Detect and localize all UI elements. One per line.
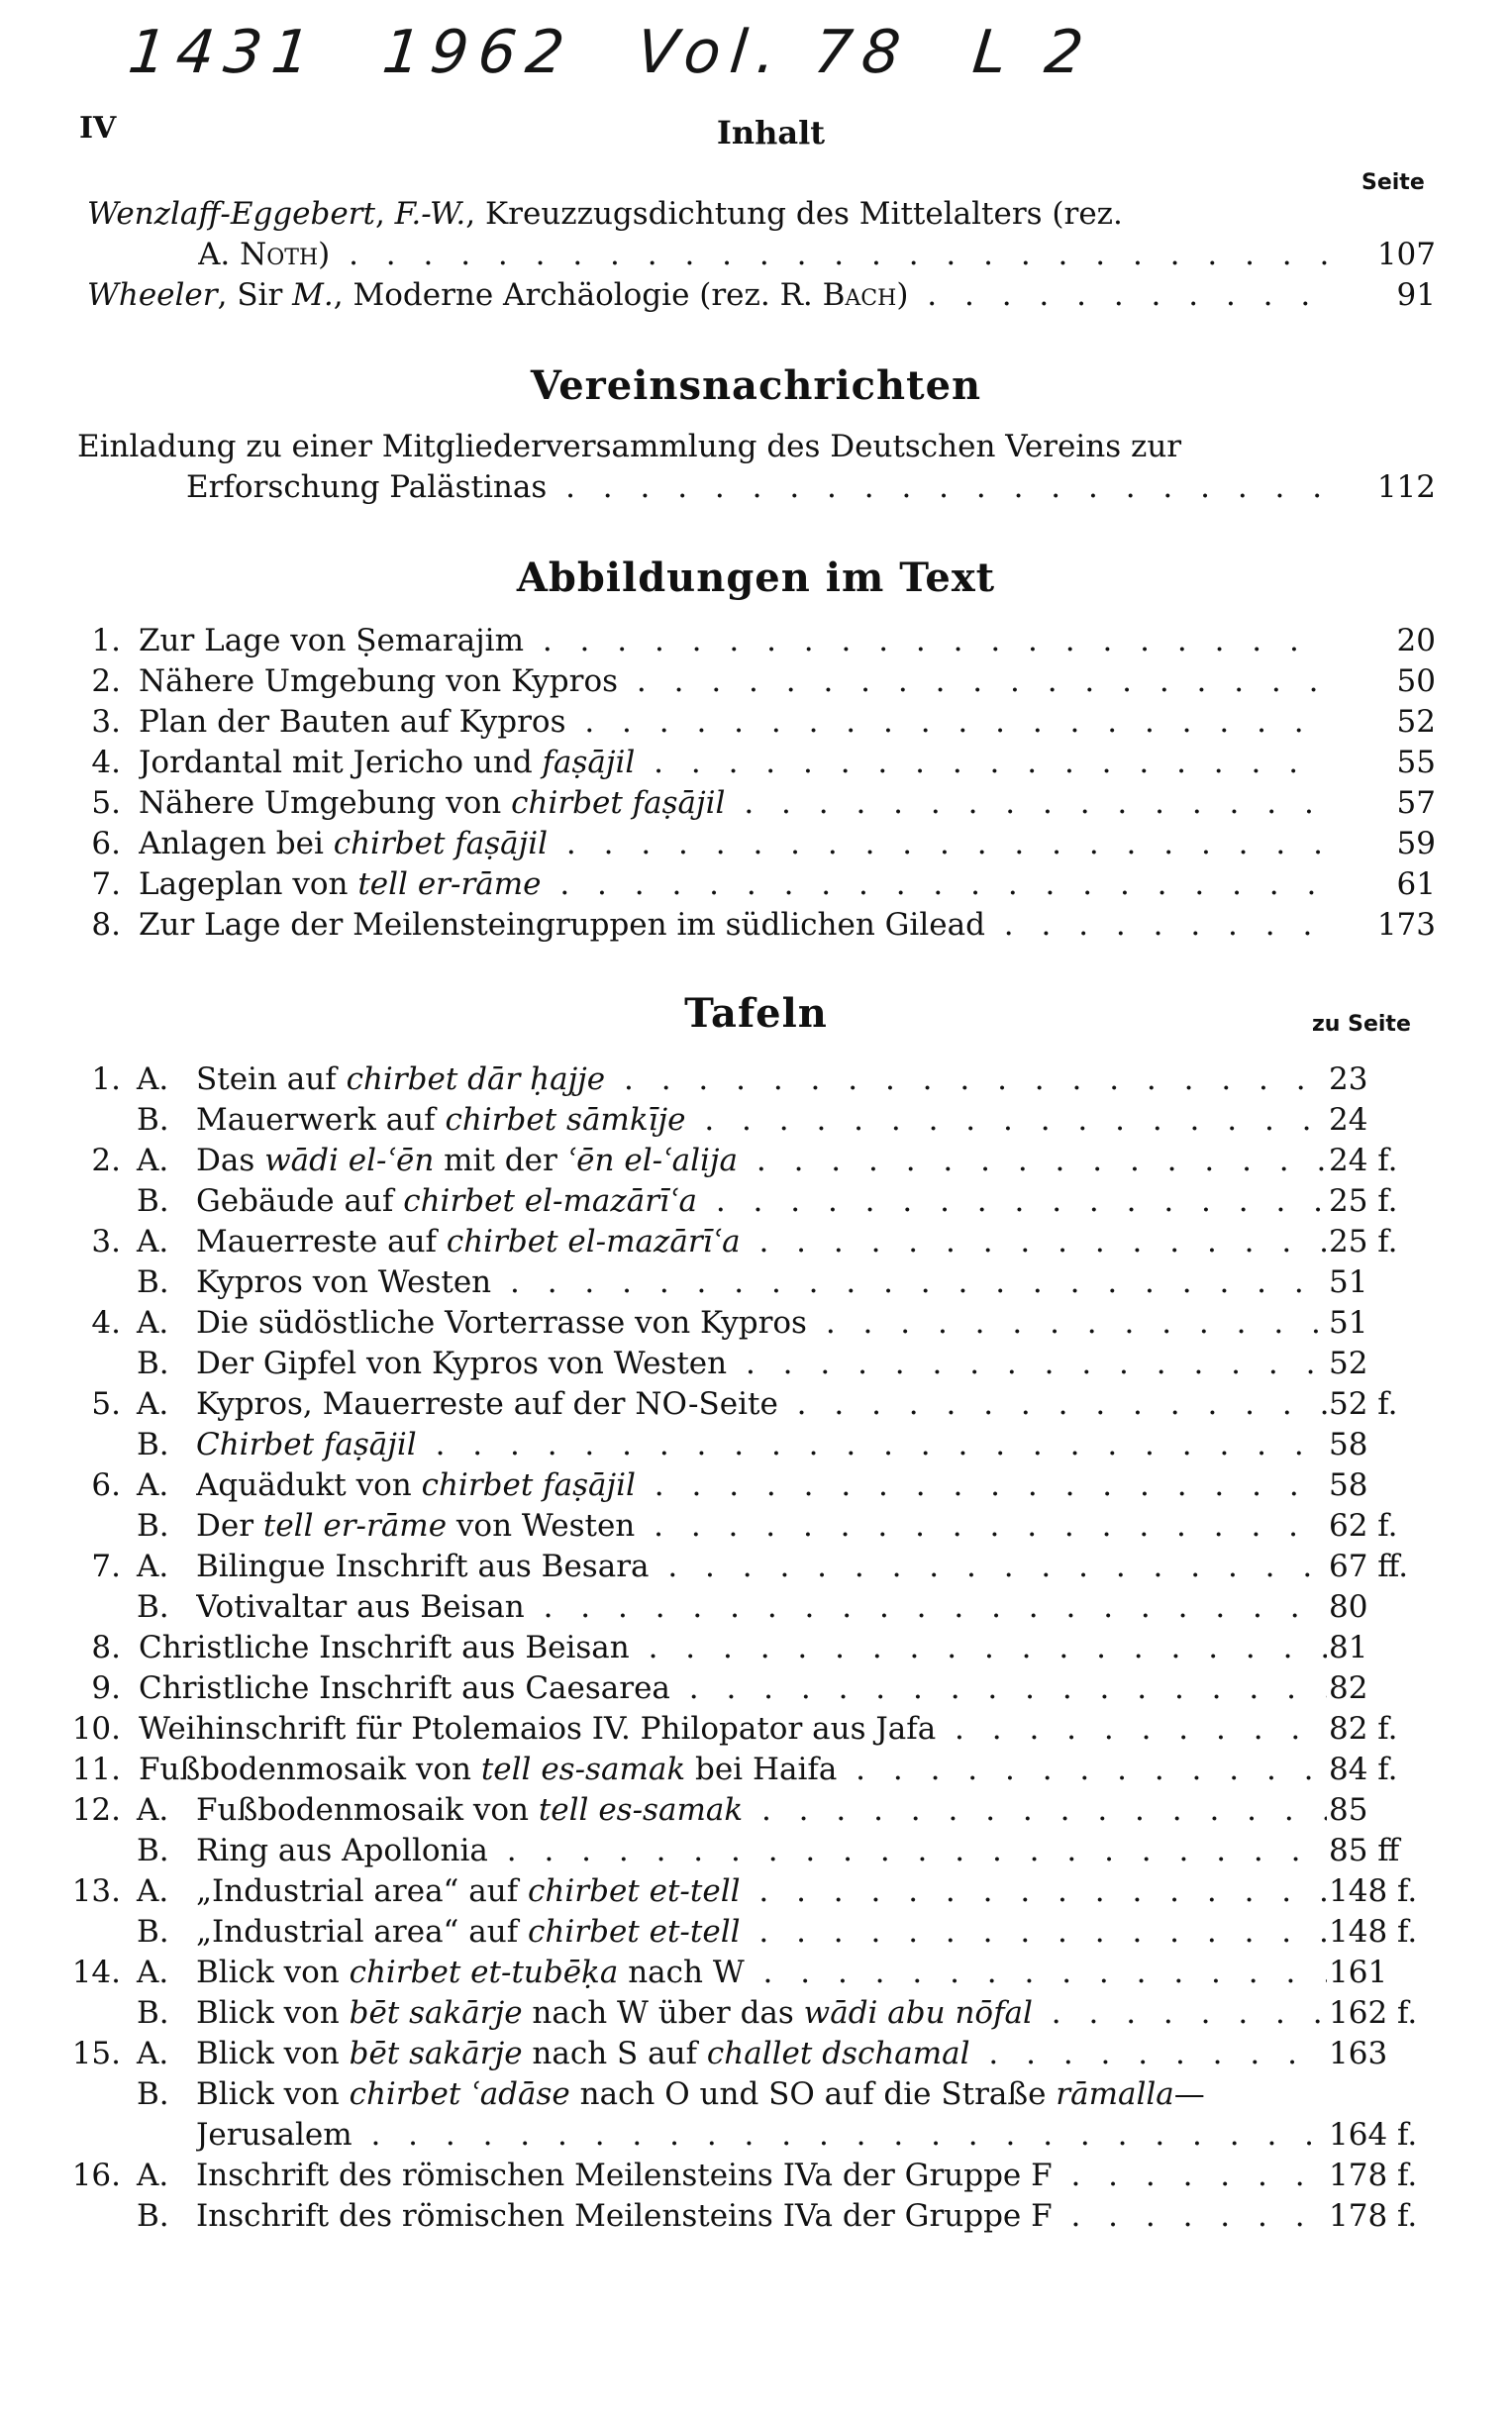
plate-row	[69, 1262, 1436, 1303]
plate-row	[69, 1425, 1436, 1465]
figure-number: 4.	[91, 745, 121, 780]
plate-text: Gebäude auf chirbet el-mazārīʿa . . .	[196, 1181, 1327, 1222]
plate-text: „Industrial area“ auf chirbet et-tell . . .	[196, 1871, 1327, 1912]
plate-row	[69, 1953, 1436, 1993]
plate-text: Blick von bēt sakārje nach S auf challet dschamal . . .	[196, 2034, 1327, 2074]
plate-text: Kypros von Westen . . .	[196, 1262, 1327, 1303]
plate-page: 162 f.	[1329, 1995, 1418, 2031]
figure-page: 57	[1396, 785, 1436, 821]
plate-number: 12.	[71, 1792, 121, 1828]
figure-text: Zur Lage der Meilensteingruppen im südlichen Gilead . . .	[139, 905, 1327, 946]
page-number: IV	[79, 111, 117, 146]
plate-text: Inschrift des römischen Meilensteins IVa der Gruppe F . . .	[196, 2196, 1327, 2237]
plate-row	[69, 1506, 1436, 1547]
handwriting-3: Vol. 78	[633, 18, 914, 87]
plate-page: 161	[1329, 1955, 1388, 1990]
plate-text: Die südöstliche Vorterrasse von Kypros . . .	[196, 1303, 1327, 1344]
figure-page: 59	[1396, 826, 1436, 861]
plate-page: 58	[1329, 1467, 1368, 1503]
plate-sub: A.	[137, 1224, 169, 1259]
plate-row	[69, 1465, 1436, 1506]
plate-number: 11.	[71, 1752, 121, 1787]
figure-number: 2.	[91, 663, 121, 699]
figure-row	[69, 743, 1436, 783]
handwriting-2: 1962	[379, 18, 578, 87]
plate-sub: B.	[137, 1346, 169, 1381]
plate-page: 23	[1329, 1061, 1368, 1097]
column-header-seite: Seite	[1361, 170, 1425, 195]
plate-sub: A.	[137, 2036, 169, 2071]
plate-text: Das wādi el-ʿēn mit der ʿēn el-ʿalija . . .	[196, 1141, 1327, 1181]
figure-text: Lageplan von tell er-rāme . . .	[139, 864, 1327, 905]
plate-page: 163	[1329, 2036, 1388, 2071]
figure-text: Nähere Umgebung von chirbet faṣājil . . .	[139, 783, 1327, 824]
plate-sub: B.	[137, 1183, 169, 1219]
plate-number: 3.	[91, 1224, 121, 1259]
plate-row	[69, 2156, 1436, 2196]
plate-text: Blick von chirbet et-tubēḳa nach W . . .	[196, 1953, 1327, 1993]
plate-sub: B.	[137, 1589, 169, 1625]
plate-row	[69, 1709, 1436, 1750]
plate-row	[69, 1141, 1436, 1181]
review-1-line1: Wenzlaff-Eggebert, F.-W., Kreuzzugsdichtung des Mittelalters (rez.	[87, 196, 1123, 232]
plate-number: 9.	[91, 1670, 121, 1706]
plate-sub: B.	[137, 1427, 169, 1462]
review-1-line2: A. Noth) . . . 107	[69, 235, 1436, 275]
figure-row	[69, 702, 1436, 743]
plate-row	[69, 1384, 1436, 1425]
plate-text: Inschrift des römischen Meilensteins IVa der Gruppe F . . .	[196, 2156, 1327, 2196]
plate-number: 5.	[91, 1386, 121, 1422]
plate-page: 24 f.	[1329, 1143, 1398, 1178]
plate-text: Ring aus Apollonia . . .	[196, 1831, 1327, 1871]
running-head: Inhalt	[716, 114, 826, 151]
plate-page: 148 f.	[1329, 1873, 1418, 1909]
plate-row	[69, 1668, 1436, 1709]
plate-text: Christliche Inschrift aus Beisan . . .	[139, 1628, 1327, 1668]
plate-text: Mauerreste auf chirbet el-mazārīʿa . . .	[196, 1222, 1327, 1262]
plate-page: 25 f.	[1329, 1224, 1398, 1259]
plate-page: 52 f.	[1329, 1386, 1398, 1422]
plate-page: 58	[1329, 1427, 1368, 1462]
plate-number: 8.	[91, 1630, 121, 1665]
handwriting-1: 1431	[125, 18, 324, 87]
plate-text: Jerusalem . . .	[196, 2115, 1327, 2156]
plate-text: Christliche Inschrift aus Caesarea . . .	[139, 1668, 1327, 1709]
plate-sub: A.	[137, 1305, 169, 1341]
figure-number: 8.	[91, 907, 121, 943]
plate-page: 85 ff	[1329, 1833, 1400, 1868]
figure-text: Zur Lage von Ṣemarajim . . .	[139, 621, 1327, 661]
plate-row	[69, 2034, 1436, 2074]
verein-page: 112	[1376, 469, 1436, 505]
plate-row	[69, 1100, 1436, 1141]
plate-number: 2.	[91, 1143, 121, 1178]
figure-number: 5.	[91, 785, 121, 821]
figure-row	[69, 661, 1436, 702]
plate-page: 85	[1329, 1792, 1368, 1828]
figure-number: 6.	[91, 826, 121, 861]
figure-page: 52	[1396, 704, 1436, 740]
figure-number: 7.	[91, 866, 121, 902]
plate-sub: A.	[137, 1386, 169, 1422]
verein-line2	[69, 467, 1436, 508]
plate-page: 25 f.	[1329, 1183, 1398, 1219]
plate-page: 148 f.	[1329, 1914, 1418, 1950]
plate-page: 81	[1329, 1630, 1368, 1665]
plate-row	[69, 1912, 1436, 1953]
plate-page: 62 f.	[1329, 1508, 1398, 1544]
verein-line2-text: Erforschung Palästinas . . .	[186, 467, 1327, 508]
plate-sub: B.	[137, 1995, 169, 2031]
plate-page: 178 f.	[1329, 2158, 1418, 2193]
plate-row	[69, 1628, 1436, 1668]
column-header-zu-seite: zu Seite	[1312, 1012, 1411, 1037]
figure-page: 20	[1396, 623, 1436, 658]
plate-page: 80	[1329, 1589, 1368, 1625]
plate-sub: A.	[137, 1873, 169, 1909]
plate-sub: A.	[137, 1061, 169, 1097]
figure-row	[69, 783, 1436, 824]
plate-page: 52	[1329, 1346, 1368, 1381]
plate-sub: B.	[137, 1833, 169, 1868]
plate-text: Blick von chirbet ʿadāse nach O und SO auf die Straße rāmalla—	[196, 2076, 1205, 2112]
section-title-tafeln: Tafeln	[684, 990, 828, 1037]
plate-sub: B.	[137, 2198, 169, 2234]
plate-sub: A.	[137, 1467, 169, 1503]
figure-number: 3.	[91, 704, 121, 740]
plate-row	[69, 1587, 1436, 1628]
plate-text: Mauerwerk auf chirbet sāmkīje . . .	[196, 1100, 1327, 1141]
handwriting-4: L 2	[969, 18, 1097, 87]
section-title-abbildungen: Abbildungen im Text	[516, 554, 996, 601]
figure-row	[69, 905, 1436, 946]
plate-page: 82	[1329, 1670, 1368, 1706]
plate-page: 178 f.	[1329, 2198, 1418, 2234]
plate-number: 14.	[71, 1955, 121, 1990]
plate-text: Der Gipfel von Kypros von Westen . . .	[196, 1344, 1327, 1384]
plate-number: 13.	[71, 1873, 121, 1909]
plate-page: 51	[1329, 1305, 1368, 1341]
verein-line1: Einladung zu einer Mitgliederversammlung des Deutschen Vereins zur	[77, 429, 1182, 464]
plate-row	[69, 1831, 1436, 1871]
plate-row	[69, 1750, 1436, 1790]
plate-row	[69, 1181, 1436, 1222]
figure-number: 1.	[91, 623, 121, 658]
plate-text: Fußbodenmosaik von tell es-samak bei Haifa . . .	[139, 1750, 1327, 1790]
plate-text: Fußbodenmosaik von tell es-samak . . .	[196, 1790, 1327, 1831]
plate-sub: A.	[137, 1143, 169, 1178]
plate-number: 6.	[91, 1467, 121, 1503]
plate-sub: A.	[137, 1792, 169, 1828]
plate-sub: B.	[137, 1914, 169, 1950]
plate-sub: A.	[137, 1549, 169, 1584]
figure-page: 55	[1396, 745, 1436, 780]
plate-page: 164 f.	[1329, 2117, 1418, 2153]
plate-number: 10.	[71, 1711, 121, 1747]
plate-sub: B.	[137, 1102, 169, 1138]
section-title-vereinsnachrichten: Vereinsnachrichten	[530, 362, 982, 409]
plate-text: Votivaltar aus Beisan . . .	[196, 1587, 1327, 1628]
plate-sub: B.	[137, 2076, 169, 2112]
plate-number: 16.	[71, 2158, 121, 2193]
plate-page: 82 f.	[1329, 1711, 1398, 1747]
figure-page: 173	[1376, 907, 1436, 943]
plate-row	[69, 2115, 1436, 2156]
plate-text: Bilingue Inschrift aus Besara . . .	[196, 1547, 1327, 1587]
plate-text: Der tell er-rāme von Westen . . .	[196, 1506, 1327, 1547]
plate-row	[69, 1303, 1436, 1344]
plate-text: Stein auf chirbet dār ḥajje . . .	[196, 1059, 1327, 1100]
plate-text: „Industrial area“ auf chirbet et-tell . . .	[196, 1912, 1327, 1953]
figure-page: 61	[1396, 866, 1436, 902]
plate-row	[69, 2196, 1436, 2237]
plate-row	[69, 1871, 1436, 1912]
plate-page: 24	[1329, 1102, 1368, 1138]
plate-row	[69, 1547, 1436, 1587]
plate-text: Blick von bēt sakārje nach W über das wādi abu nōfal . . .	[196, 1993, 1327, 2034]
plate-row	[69, 1790, 1436, 1831]
plate-sub: A.	[137, 1955, 169, 1990]
figure-text: Nähere Umgebung von Kypros . . .	[139, 661, 1327, 702]
plate-row	[69, 1993, 1436, 2034]
plate-sub: B.	[137, 1508, 169, 1544]
plate-text: Aquädukt von chirbet faṣājil . . .	[196, 1465, 1327, 1506]
plate-number: 4.	[91, 1305, 121, 1341]
figure-row	[69, 864, 1436, 905]
figure-page: 50	[1396, 663, 1436, 699]
plate-page: 67 ff.	[1329, 1549, 1409, 1584]
plate-sub: B.	[137, 1264, 169, 1300]
plate-text: Chirbet faṣājil . . .	[196, 1425, 1327, 1465]
plate-text: Kypros, Mauerreste auf der NO-Seite . . .	[196, 1384, 1327, 1425]
review-2: Wheeler, Sir M., Moderne Archäologie (rez. R. Bach) . . . 91	[69, 275, 1436, 316]
figure-text: Plan der Bauten auf Kypros . . .	[139, 702, 1327, 743]
review-1-page: 107	[1376, 237, 1436, 272]
figure-text: Anlagen bei chirbet faṣājil . . .	[139, 824, 1327, 864]
plate-row	[69, 1059, 1436, 1100]
plate-number: 1.	[91, 1061, 121, 1097]
plate-text: Weihinschrift für Ptolemaios IV. Philopator aus Jafa . . .	[139, 1709, 1327, 1750]
plate-number: 15.	[71, 2036, 121, 2071]
figure-text: Jordantal mit Jericho und faṣājil . . .	[139, 743, 1327, 783]
figure-row	[69, 824, 1436, 864]
plate-row	[69, 1222, 1436, 1262]
plate-row	[69, 1344, 1436, 1384]
plate-sub: A.	[137, 2158, 169, 2193]
handwritten-shelfmark	[125, 18, 1159, 87]
plate-number: 7.	[91, 1549, 121, 1584]
figure-row	[69, 621, 1436, 661]
plate-page: 51	[1329, 1264, 1368, 1300]
plate-page: 84 f.	[1329, 1752, 1398, 1787]
review-2-page: 91	[1396, 277, 1436, 313]
